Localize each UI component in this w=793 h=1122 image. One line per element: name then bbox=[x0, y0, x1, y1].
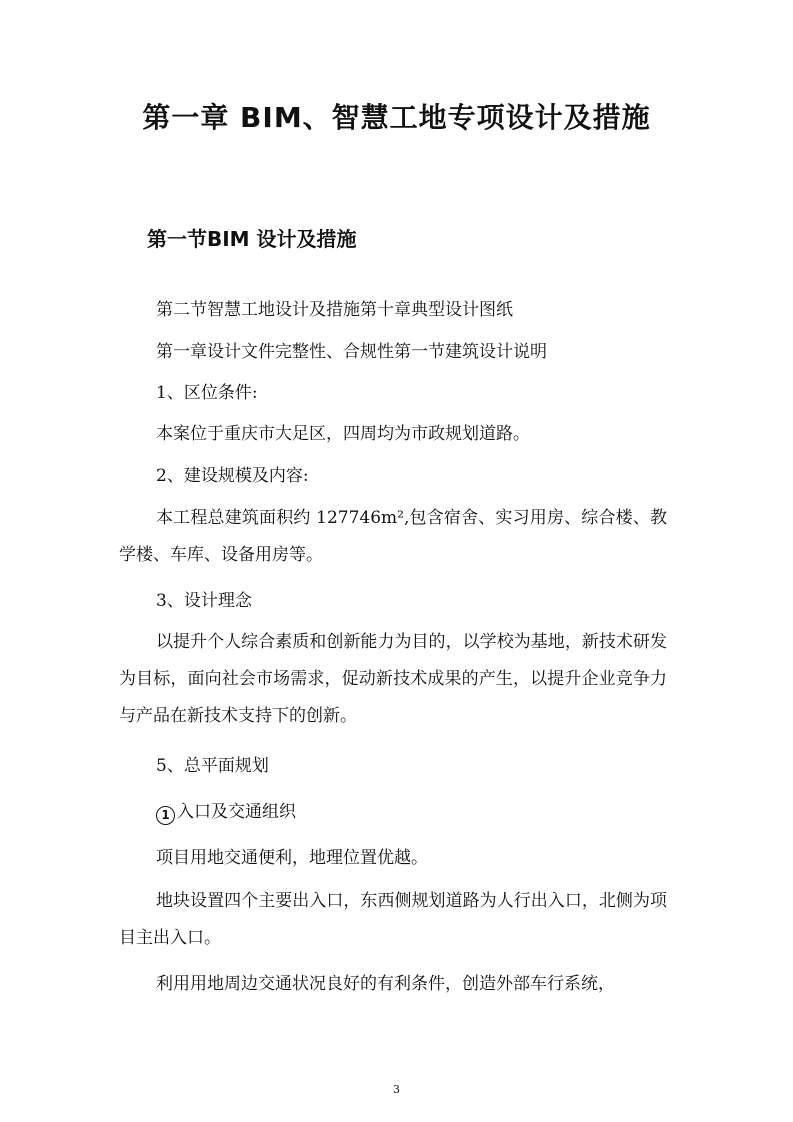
paragraph-design-docs: 第一章设计文件完整性、合规性第一节建筑设计说明 bbox=[156, 342, 547, 362]
circled-number-icon: 1 bbox=[156, 806, 175, 825]
subheading-entrance-label: 入口及交通组织 bbox=[177, 802, 296, 822]
paragraph-entrances: 地块设置四个主要出入口，东西侧规划道路为人行出入口，北侧为项目主出入口。 bbox=[119, 891, 667, 948]
heading-site-plan: 5、总平面规划 bbox=[156, 756, 269, 776]
subheading-entrance bbox=[119, 794, 667, 831]
paragraph-concept: 以提升个人综合素质和创新能力为目的，以学校为基地，新技术研发为目标，面向社会市场需求，促动新技术成果的产生，以提升企业竞争力与产品在新技术支持下的创新。 bbox=[119, 632, 667, 726]
paragraph-scale: 本工程总建筑面积约 127746m²,包含宿舍、实习用房、综合楼、教学楼、车库、设备用房等。 bbox=[119, 508, 667, 565]
section-title: 第一节BIM 设计及措施 bbox=[147, 227, 357, 251]
paragraph-location: 本案位于重庆市大足区，四周均为市政规划道路。 bbox=[156, 424, 530, 444]
heading-concept: 3、设计理念 bbox=[156, 591, 252, 611]
page-number: 3 bbox=[393, 1083, 400, 1096]
heading-scale: 2、建设规模及内容: bbox=[156, 466, 309, 486]
heading-location: 1、区位条件: bbox=[156, 383, 258, 403]
paragraph-chapter-listing: 第二节智慧工地设计及措施第十章典型设计图纸 bbox=[156, 300, 513, 320]
paragraph-traffic: 项目用地交通便利，地理位置优越。 bbox=[156, 848, 428, 868]
paragraph-external-traffic: 利用用地周边交通状况良好的有利条件，创造外部车行系统， bbox=[156, 974, 615, 994]
chapter-title: 第一章 BIM、智慧工地专项设计及措施 bbox=[142, 101, 651, 134]
